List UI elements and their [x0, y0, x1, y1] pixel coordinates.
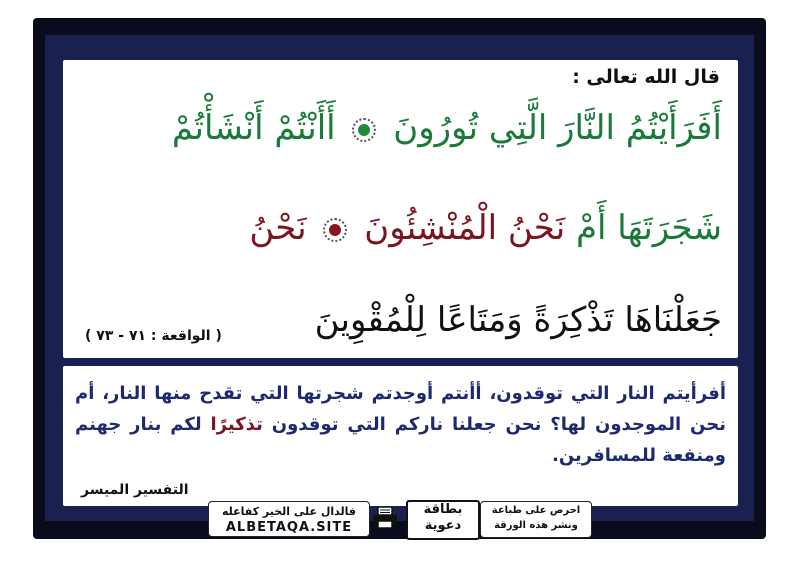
footer-print-note: احرص على طباعة ونشر هذه الورقة: [480, 501, 592, 538]
verse-73-start: نَحْنُ: [249, 208, 307, 248]
verse-72-middle: شَجَرَتَهَا أَمْ: [576, 208, 722, 248]
tafsir-part-2: تذكيرًا: [210, 414, 263, 435]
footer-bar: [200, 497, 600, 539]
verse-72-start: أَأَنْتُمْ أَنْشَأْتُمْ: [171, 108, 336, 148]
verse-line-1: [79, 106, 722, 150]
tafsir-source: التفسير الميسر: [81, 482, 189, 498]
footer-site-link[interactable]: ALBETAQA.SITE: [225, 520, 353, 535]
verse-panel: [63, 60, 738, 358]
verse-heading: قال الله تعالى :: [572, 66, 720, 88]
verse-72-end: نَحْنُ الْمُنْشِئُونَ: [364, 208, 566, 248]
printer-icon: [372, 507, 398, 529]
tafsir-part-1: أفرأيتم النار التي توقدون، أأنتم أوجدتم شجرتها التي تقدح منها النار، أم نحن الموجدون لها؟ نحن جعلنا ناركم التي توقدون: [75, 383, 726, 435]
footer-logo: بطاقة دعوية: [406, 500, 480, 540]
footer-motto: فالدال على الخير كفاعله: [221, 505, 357, 518]
tafsir-text: [75, 378, 726, 471]
verse-line-3: جَعَلْنَاهَا تَذْكِرَةً وَمَتَاعًا لِلْمُقْوِينَ: [314, 300, 722, 340]
verse-reference: ( الواقعة : ٧١ - ٧٣ ): [85, 328, 222, 344]
verse-end-marker-icon: [352, 118, 376, 142]
tafsir-panel: [63, 366, 738, 506]
verse-end-marker-icon: [323, 218, 347, 242]
verse-71-text: أَفَرَأَيْتُمُ النَّارَ الَّتِي تُورُونَ: [393, 108, 722, 148]
footer-site-box: [208, 501, 370, 537]
tafsir-part-3: لكم بنار جهنم ومنفعة للمسافرين.: [75, 414, 726, 466]
verse-line-2: [79, 206, 722, 250]
